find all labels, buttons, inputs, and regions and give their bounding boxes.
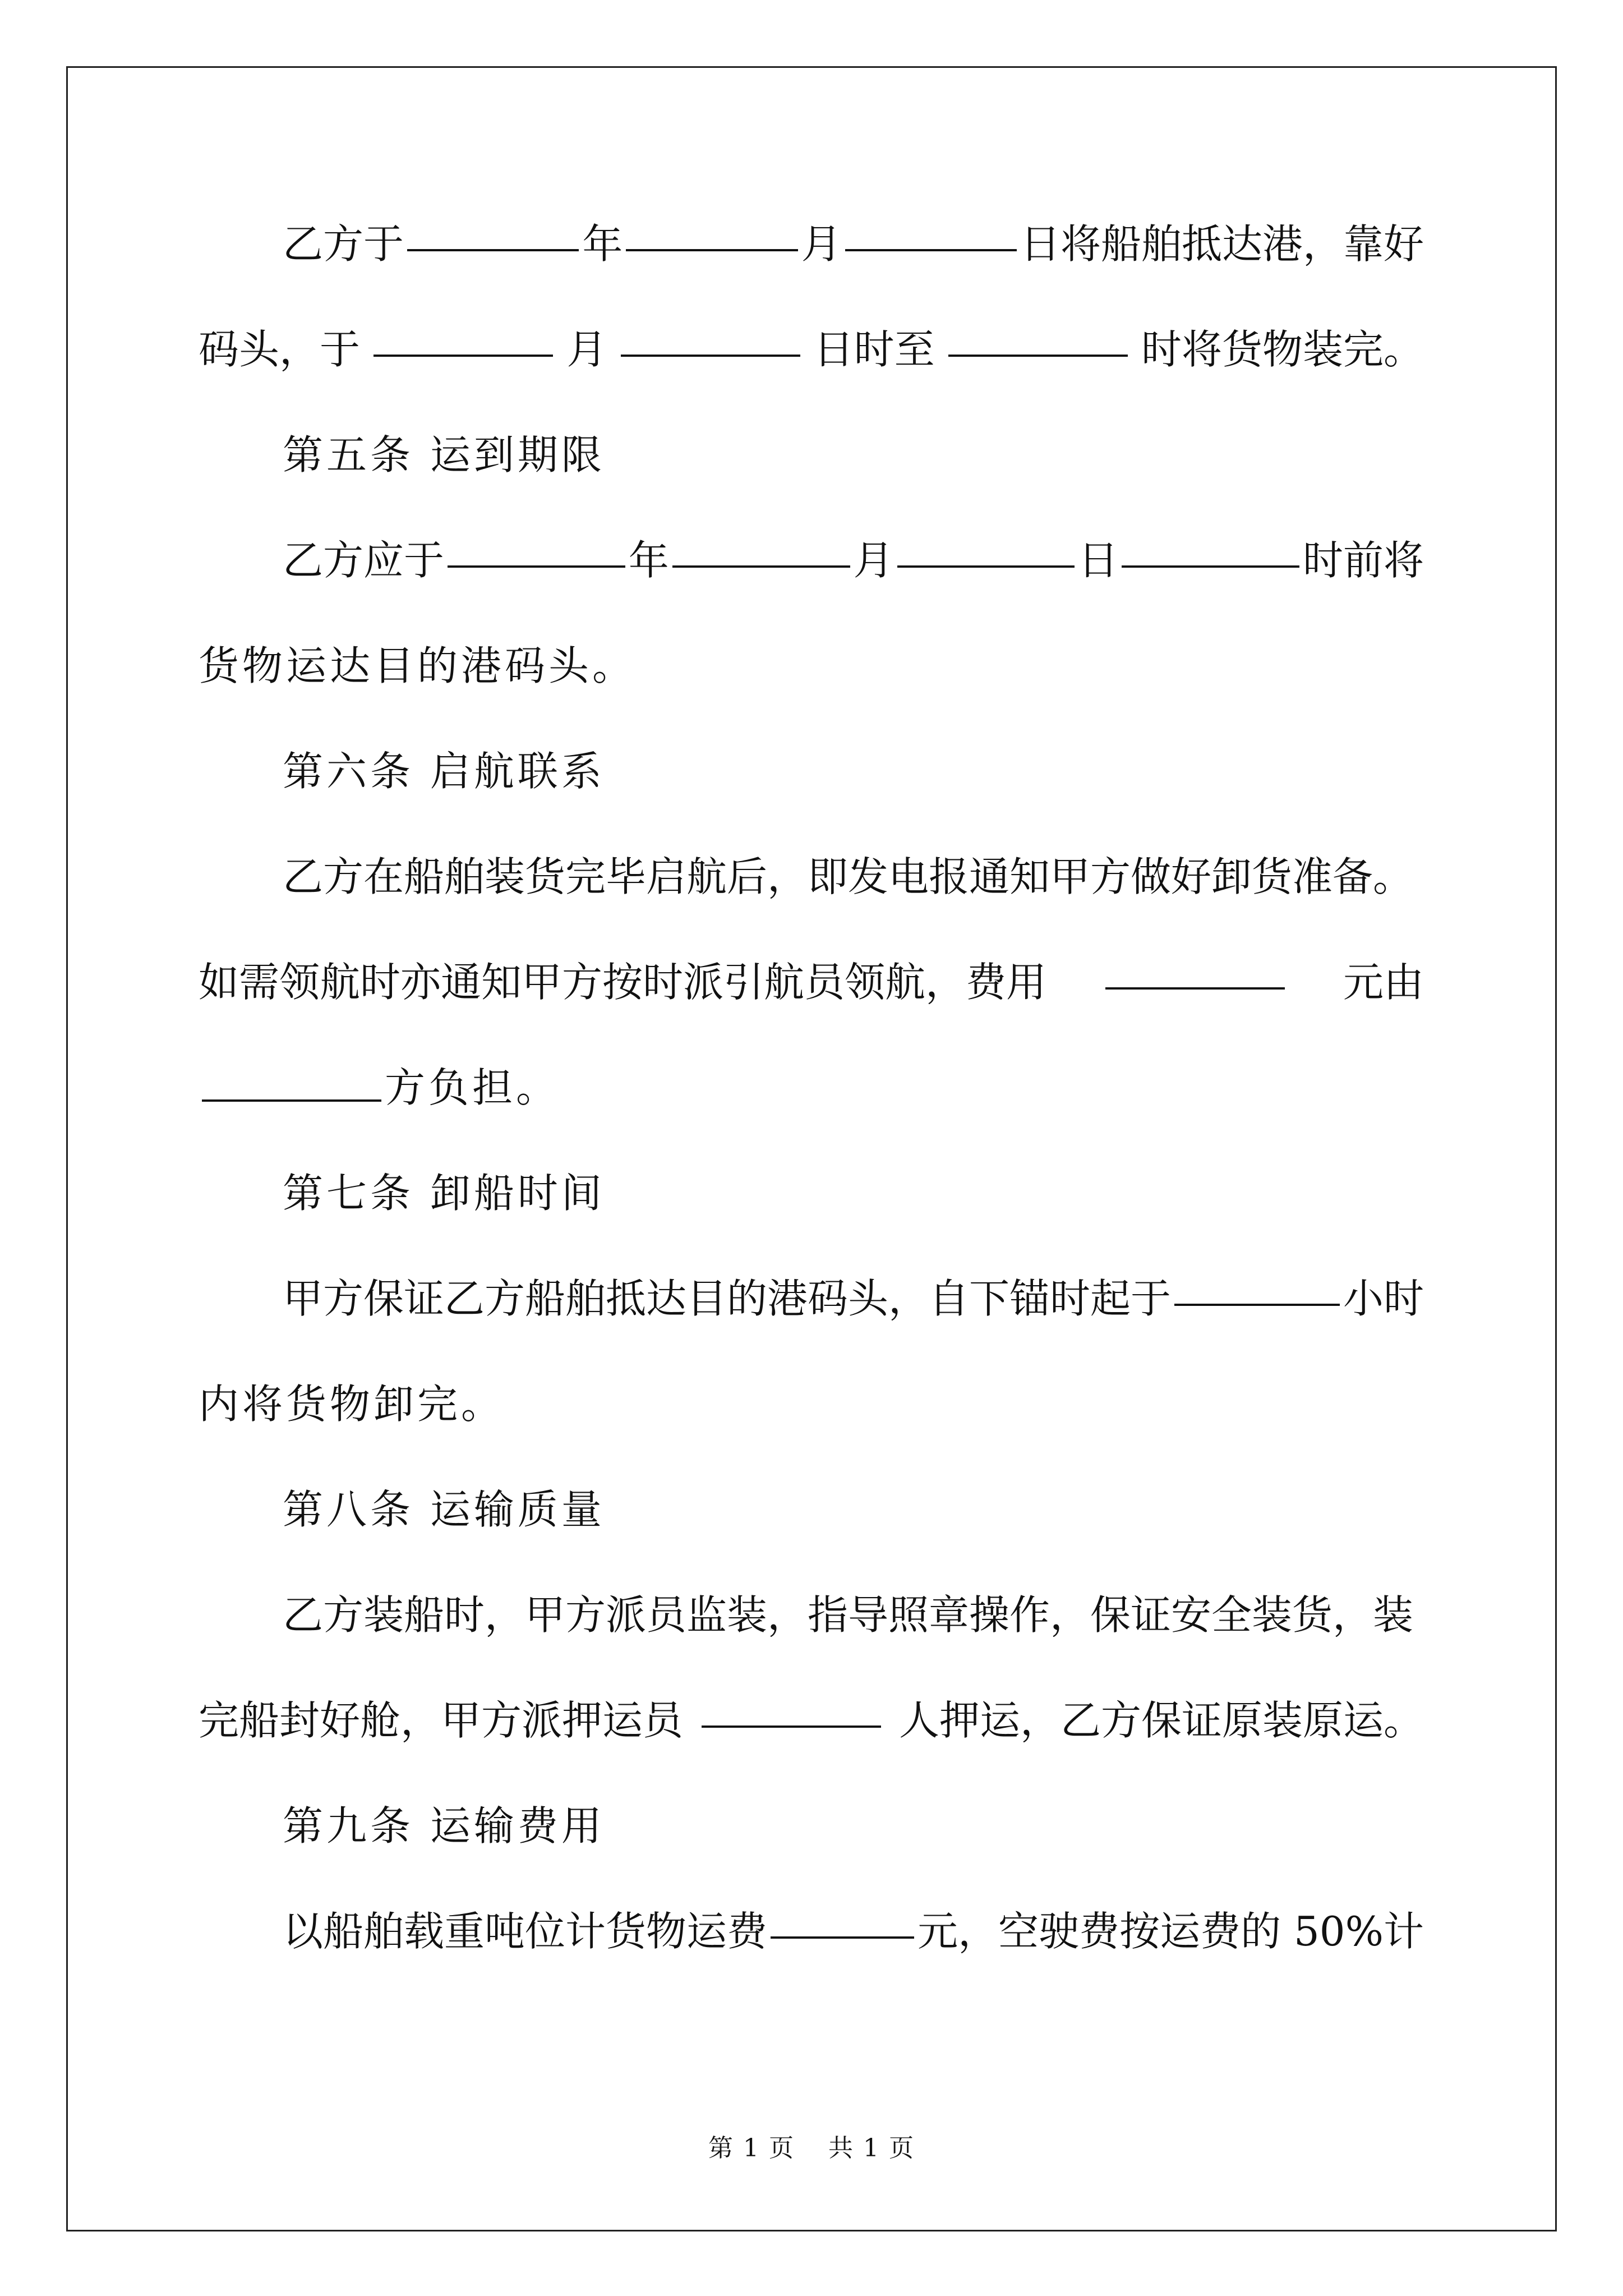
text-segment: 内将货物卸完。 (199, 1381, 505, 1428)
text-segment: 乙方应于 (283, 537, 445, 584)
text-segment: 如需领航时亦通知甲方按时派引航员领航，费用 (199, 959, 1047, 1006)
page-number: 第 1 页 (708, 2134, 795, 2162)
text-segment: 月 (566, 326, 607, 373)
fill-in-blank[interactable] (1122, 530, 1299, 568)
text-segment: 第六条 启航联系 (283, 748, 605, 795)
paragraph-line (283, 1901, 1424, 1962)
text-segment: 日 (1078, 537, 1119, 584)
fill-in-blank[interactable] (702, 1690, 881, 1728)
section-heading (283, 1479, 605, 1540)
fill-in-blank[interactable] (626, 213, 797, 251)
text-segment: 第五条 运到期限 (283, 431, 605, 478)
text-segment: 第七条 卸船时间 (283, 1170, 605, 1217)
fill-in-blank[interactable] (1105, 951, 1285, 990)
paragraph-line (199, 635, 636, 697)
fill-in-blank[interactable] (374, 319, 553, 357)
fill-in-blank[interactable] (845, 213, 1017, 251)
paragraph-line (199, 1373, 505, 1435)
text-segment: 元由 (1343, 959, 1424, 1006)
paragraph-line (199, 951, 1424, 1013)
paragraph-line (199, 1057, 560, 1119)
text-segment: 乙方装船时，甲方派员监装，指导照章操作，保证安全装货，装 (283, 1591, 1414, 1639)
paragraph-line (283, 1268, 1424, 1329)
text-segment: 第八条 运输质量 (283, 1486, 605, 1533)
text-segment: 方负担。 (385, 1064, 560, 1111)
text-segment: 月 (853, 537, 894, 584)
paragraph-line (199, 1690, 1424, 1751)
text-segment: 元，空驶费按运费的 50%计 (917, 1908, 1424, 1955)
fill-in-blank[interactable] (897, 530, 1075, 568)
text-segment: 小时 (1343, 1275, 1424, 1322)
fill-in-blank[interactable] (407, 213, 579, 251)
text-segment: 以船舶载重吨位计货物运费 (283, 1908, 768, 1955)
text-segment: 甲方保证乙方船舶抵达目的港码头，自下锚时起于 (283, 1275, 1172, 1322)
fill-in-blank[interactable] (448, 530, 625, 568)
section-heading (283, 424, 605, 486)
paragraph-line (283, 213, 1424, 275)
paragraph-line (283, 530, 1424, 591)
text-segment: 人押运，乙方保证原装原运。 (898, 1697, 1424, 1744)
fill-in-blank[interactable] (621, 319, 800, 357)
paragraph-line (283, 1584, 1424, 1646)
fill-in-blank[interactable] (771, 1901, 914, 1939)
text-segment: 完船封好舱，甲方派押运员 (199, 1697, 684, 1744)
fill-in-blank[interactable] (1174, 1268, 1340, 1306)
text-segment: 日时至 (813, 326, 935, 373)
paragraph-line (199, 319, 1424, 380)
section-heading (283, 740, 605, 802)
text-segment: 年 (628, 537, 669, 584)
text-segment: 时将货物装完。 (1141, 326, 1424, 373)
text-segment: 第九条 运输费用 (283, 1802, 605, 1849)
text-segment: 日将船舶抵达港，靠好 (1020, 220, 1424, 268)
section-heading (283, 1162, 605, 1224)
fill-in-blank[interactable] (948, 319, 1128, 357)
text-segment: 年 (582, 220, 623, 268)
page-total: 共 1 页 (828, 2134, 915, 2162)
text-segment: 码头，于 (199, 326, 361, 373)
paragraph-line (283, 846, 1424, 908)
fill-in-blank[interactable] (202, 1064, 381, 1102)
text-segment: 乙方于 (283, 220, 404, 268)
text-segment: 时前将 (1303, 537, 1424, 584)
fill-in-blank[interactable] (672, 530, 850, 568)
section-heading (283, 1795, 605, 1857)
page-footer (0, 2132, 1623, 2165)
text-segment: 月 (801, 220, 842, 268)
text-segment: 货物运达目的港码头。 (199, 642, 637, 689)
text-segment: 乙方在船舶装货完毕启航后，即发电报通知甲方做好卸货准备。 (283, 853, 1414, 900)
